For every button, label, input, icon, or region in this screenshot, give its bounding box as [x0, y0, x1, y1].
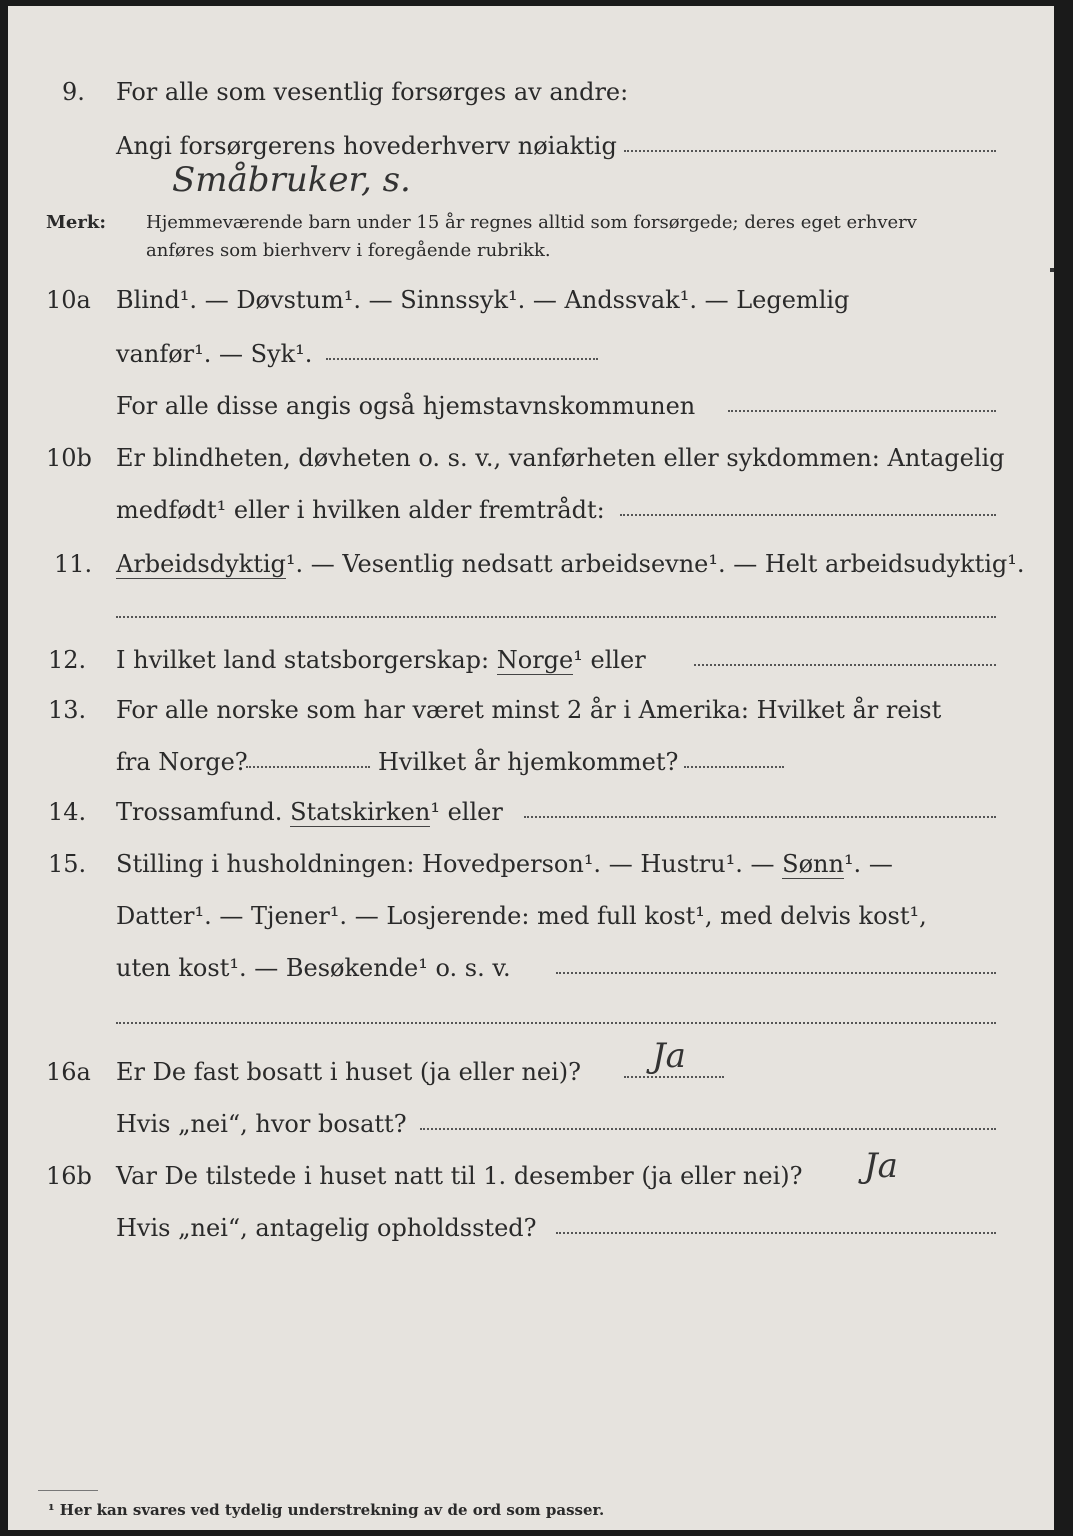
- q16b-dotted-line: [556, 1232, 996, 1234]
- q10a-dotted-line-2: [728, 410, 996, 412]
- q12-number: 12.: [48, 646, 87, 674]
- q11-number: 11.: [54, 550, 93, 578]
- q15-line1: [116, 850, 893, 878]
- q16b-line2: Hvis „nei“, antagelig opholdssted?: [116, 1214, 537, 1242]
- q15-line2: Datter¹. — Tjener¹. — Losjerende: med full kost¹, med delvis kost¹,: [116, 902, 927, 930]
- q9-line1: For alle som vesentlig forsørges av andre:: [116, 78, 629, 106]
- q13-dotted-line-1: [246, 766, 370, 768]
- q9-dotted-line: [624, 150, 996, 152]
- q10b-number: 10b: [46, 444, 92, 472]
- q12-dotted-line: [694, 664, 996, 666]
- q11-rest: ¹. — Vesentlig nedsatt arbeidsevne¹. — Helt arbeidsudyktig¹.: [285, 550, 1025, 578]
- q12-line: [116, 646, 646, 674]
- q11-underlined-answer: Arbeidsdyktig: [116, 550, 286, 578]
- q14-pre: Trossamfund.: [116, 798, 283, 826]
- q15-underlined-answer: Sønn: [782, 850, 844, 878]
- merk-line2: anføres som bierhverv i foregående rubrikk.: [146, 240, 551, 261]
- q10a-line1: Blind¹. — Døvstum¹. — Sinnssyk¹. — Andssvak¹. — Legemlig: [116, 286, 850, 314]
- q16b-line1: Var De tilstede i huset natt til 1. desember (ja eller nei)?: [116, 1162, 803, 1190]
- q16b-handwritten-answer: Ja: [864, 1146, 898, 1186]
- q9-number: 9.: [62, 78, 85, 106]
- q11-dotted-line: [116, 616, 996, 618]
- page-edge-mark: [1050, 268, 1054, 272]
- q15-line3: uten kost¹. — Besøkende¹ o. s. v.: [116, 954, 511, 982]
- q15-number: 15.: [48, 850, 87, 878]
- q12-pre: I hvilket land statsborgerskap:: [116, 646, 490, 674]
- merk-line1: Hjemmeværende barn under 15 år regnes alltid som forsørgede; deres eget erhverv: [146, 212, 917, 233]
- q15-line1a: Stilling i husholdningen: Hovedperson¹. — Hustru¹. —: [116, 850, 775, 878]
- q10a-number: 10a: [46, 286, 91, 314]
- q10a-dotted-line-1: [326, 358, 598, 360]
- q15-line1b: ¹. —: [843, 850, 893, 878]
- q16a-number: 16a: [46, 1058, 91, 1086]
- merk-label: Merk:: [46, 212, 106, 233]
- q13-line2a: fra Norge?: [116, 748, 248, 776]
- q14-underlined-answer: Statskirken: [290, 798, 431, 826]
- q14-line: [116, 798, 503, 826]
- q9-line2: Angi forsørgerens hovederhverv nøiaktig: [116, 132, 617, 160]
- q13-dotted-line-2: [684, 766, 784, 768]
- q14-post: ¹ eller: [430, 798, 503, 826]
- q10a-line3: For alle disse angis også hjemstavnskommunen: [116, 392, 696, 420]
- q16a-dotted-line-2: [420, 1128, 996, 1130]
- footnote: ¹ Her kan svares ved tydelig understrekning av de ord som passer.: [48, 1501, 605, 1519]
- q15-dotted-line-1: [556, 972, 996, 974]
- q12-post: ¹ eller: [573, 646, 646, 674]
- q13-number: 13.: [48, 696, 87, 724]
- q16b-number: 16b: [46, 1162, 92, 1190]
- q9-handwritten-answer: Småbruker, s.: [172, 160, 411, 200]
- census-form-page: [8, 6, 1054, 1530]
- q16a-line1: Er De fast bosatt i huset (ja eller nei)?: [116, 1058, 582, 1086]
- q14-number: 14.: [48, 798, 87, 826]
- q12-underlined-answer: Norge: [496, 646, 574, 674]
- q15-dotted-line-2: [116, 1022, 996, 1024]
- q10b-line2: medfødt¹ eller i hvilken alder fremtrådt:: [116, 496, 605, 524]
- q10b-line1: Er blindheten, døvheten o. s. v., vanførheten eller sykdommen: Antagelig: [116, 444, 1005, 472]
- q10b-dotted-line: [620, 514, 996, 516]
- footnote-rule: [38, 1490, 98, 1491]
- q16a-line2: Hvis „nei“, hvor bosatt?: [116, 1110, 407, 1138]
- q16a-dotted-line-1: [624, 1076, 724, 1078]
- q11-line: [116, 550, 1025, 578]
- q13-line1: For alle norske som har været minst 2 år i Amerika: Hvilket år reist: [116, 696, 942, 724]
- q14-dotted-line: [524, 816, 996, 818]
- q10a-line2: vanfør¹. — Syk¹.: [116, 340, 313, 368]
- q13-line2b: Hvilket år hjemkommet?: [378, 748, 679, 776]
- q16a-handwritten-answer: Ja: [652, 1036, 686, 1076]
